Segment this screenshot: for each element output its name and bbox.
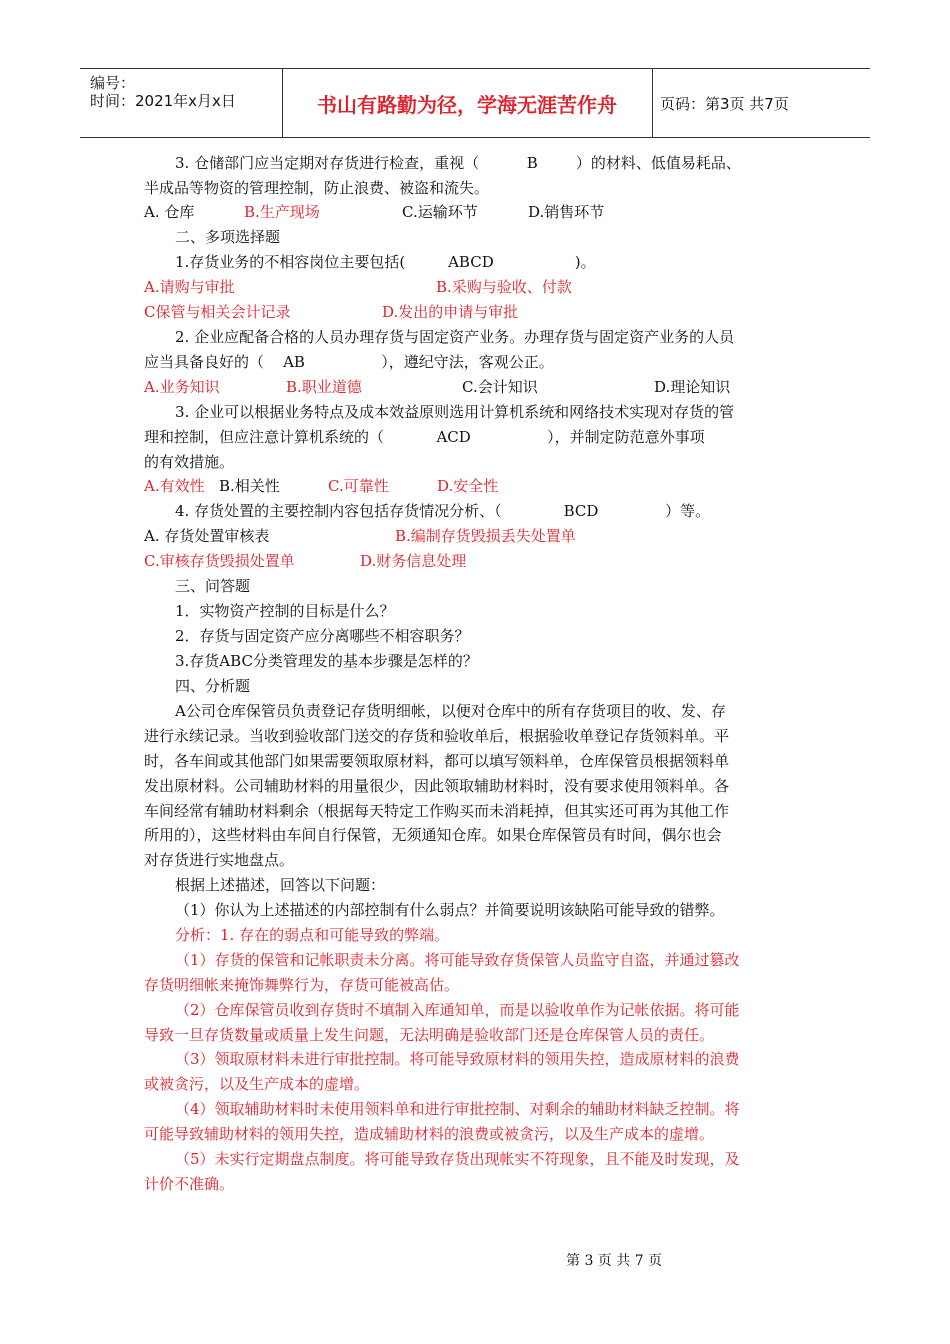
text-line: 4. 存货处置的主要控制内容包括存货情况分析、（ BCD ）等。 (175, 502, 711, 520)
text-line: C.可靠性 (328, 477, 389, 495)
text-line: （3）领取原材料未进行审批控制。将可能导致原材料的领用失控，造成原材料的浪费 (175, 1050, 740, 1068)
text-line: C.审核存货毁损处置单 (144, 552, 295, 570)
header-meta (80, 69, 283, 137)
text-line: D.发出的申请与审批 (382, 303, 519, 321)
text-line: 车间经常有辅助材料剩余（根据每天特定工作购买而未消耗掉，但其实还可再为其他工作 (144, 802, 730, 820)
text-line: 应当具备良好的（ AB ），遵纪守法，客观公正。 (144, 353, 554, 371)
text-line: 3. 企业可以根据业务特点及成本效益原则选用计算机系统和网络技术实现对存货的管 (175, 403, 735, 421)
text-line: B.采购与验收、付款 (436, 278, 572, 296)
text-line: B.编制存货毁损丢失处置单 (395, 527, 576, 545)
text-line: D.财务信息处理 (360, 552, 467, 570)
text-line: 根据上述描述，回答以下问题： (175, 876, 386, 894)
text-line: 理和控制，但应注意计算机系统的（ ACD ），并制定防范意外事项 (144, 428, 705, 446)
text-line: B.相关性 (219, 477, 280, 495)
text-line: D.安全性 (437, 477, 499, 495)
doc-number-label: 编号： (90, 74, 136, 92)
text-line: C保管与相关会计记录 (144, 303, 291, 321)
header-motto: 书山有路勤为径，学海无涯苦作舟 (282, 69, 653, 137)
text-line: B.生产现场 (244, 203, 320, 221)
text-line: 四、分析题 (175, 677, 251, 695)
text-line: C.会计知识 (462, 378, 538, 396)
text-line: C.运输环节 (402, 203, 478, 221)
text-line: A. 存货处置审核表 (144, 527, 270, 545)
text-line: 所用的），这些材料由车间自行保管，无须通知仓库。如果仓库保管员有时间，偶尔也会 (144, 826, 722, 844)
text-line: 3.存货ABC分类管理发的基本步骤是怎样的？ (175, 652, 478, 670)
text-line: A.业务知识 (144, 378, 220, 396)
text-line: B.职业道德 (286, 378, 362, 396)
text-line: 1．实物资产控制的目标是什么？ (175, 602, 395, 620)
text-line: 半成品等物资的管理控制，防止浪费、被盗和流失。 (144, 179, 490, 197)
text-line: 导致一旦存货数量或质量上发生问题，无法明确是验收部门还是仓库保管人员的责任。 (144, 1026, 715, 1044)
text-line: 2．存货与固定资产应分离哪些不相容职务？ (175, 627, 470, 645)
header-page-info: 页码：第3页 共7页 (660, 94, 789, 113)
text-line: 2. 企业应配备合格的人员办理存货与固定资产业务。办理存货与固定资产业务的人员 (175, 328, 735, 346)
text-line: D.理论知识 (654, 378, 731, 396)
text-line: 或被贪污，以及生产成本的虚增。 (144, 1075, 370, 1093)
text-line: 存货明细帐来掩饰舞弊行为，存货可能被高估。 (144, 976, 460, 994)
text-line: A.有效性 (144, 477, 205, 495)
text-line: A公司仓库保管员负责登记存货明细帐，以便对仓库中的所有存货项目的收、发、存 (175, 702, 726, 720)
text-line: 可能导致辅助材料的领用失控，造成辅助材料的浪费或被贪污，以及生产成本的虚增。 (144, 1125, 715, 1143)
text-line: 进行永续记录。当收到验收部门送交的存货和验收单后，根据验收单登记存货领料单。平 (144, 727, 730, 745)
text-line: （5）未实行定期盘点制度。将可能导致存货出现帐实不符现象，且不能及时发现，及 (175, 1150, 740, 1168)
text-line: （1）你认为上述描述的内部控制有什么弱点？并简要说明该缺陷可能导致的错弊。 (175, 901, 725, 919)
text-line: （1）存货的保管和记帐职责未分离。将可能导致存货保管人员监守自盗，并通过篡改 (175, 951, 740, 969)
text-line: 三、问答题 (175, 577, 251, 595)
text-line: D.销售环节 (528, 203, 605, 221)
text-line: 的有效措施。 (144, 453, 235, 471)
text-line: 计价不准确。 (144, 1175, 235, 1193)
text-line: （2）仓库保管员收到存货时不填制入库通知单，而是以验收单作为记帐依据。将可能 (175, 1001, 740, 1019)
text-line: 对存货进行实地盘点。 (144, 851, 295, 869)
doc-date-label: 时间：2021年x月x日 (90, 92, 236, 110)
text-line: 二、多项选择题 (175, 228, 281, 246)
text-line: 3. 仓储部门应当定期对存货进行检查，重视（ B ）的材料、低值易耗品、 (175, 154, 741, 172)
text-line: 分析：1. 存在的弱点和可能导致的弊端。 (175, 926, 450, 944)
text-line: 1.存货业务的不相容岗位主要包括( ABCD )。 (175, 253, 596, 271)
footer-page-number: 第 3 页 共 7 页 (566, 1253, 663, 1269)
page-header (80, 68, 870, 138)
text-line: 时，各车间或其他部门如果需要领取原材料，都可以填写领料单，仓库保管员根据领料单 (144, 752, 730, 770)
text-line: （4）领取辅助材料时未使用领料单和进行审批控制、对剩余的辅助材料缺乏控制。将 (175, 1100, 740, 1118)
text-line: 发出原材料。公司辅助材料的用量很少，因此领取辅助材料时，没有要求使用领料单。各 (144, 777, 730, 795)
text-line: A.请购与审批 (144, 278, 235, 296)
text-line: A. 仓库 (144, 203, 195, 221)
